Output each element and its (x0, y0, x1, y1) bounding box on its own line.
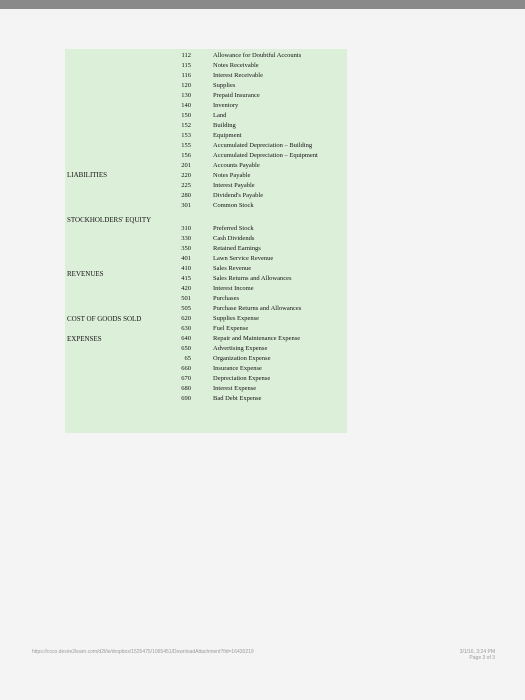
account-name: Organization Expense (213, 355, 271, 362)
account-name: Accumulated Depreciation – Building (213, 142, 313, 149)
account-number: 650 (181, 345, 191, 352)
account-row (65, 112, 347, 122)
account-name: Advertising Expense (213, 345, 268, 352)
account-number: 310 (181, 225, 191, 232)
account-row (65, 152, 347, 162)
category-revenues: REVENUES (67, 270, 104, 278)
account-name: Interest Expense (213, 385, 257, 392)
account-row (65, 275, 347, 285)
account-row (65, 202, 347, 212)
account-name: Cash Dividends (213, 235, 255, 242)
account-number: 330 (181, 235, 191, 242)
account-name: Supplies Expense (213, 315, 260, 322)
account-row (65, 225, 347, 235)
account-name: Equipment (213, 132, 242, 139)
account-name: Preferred Stock (213, 225, 254, 232)
account-number: 640 (181, 335, 191, 342)
account-name: Insurance Expense (213, 365, 262, 372)
account-number: 65 (184, 355, 191, 362)
account-name: Fuel Expense (213, 325, 249, 332)
category-cost-of-goods-sold: COST OF GOODS SOLD (67, 315, 142, 323)
account-number: 620 (181, 315, 191, 322)
account-row (65, 82, 347, 92)
account-name: Land (213, 112, 227, 119)
account-name: Accounts Payable (213, 162, 260, 169)
account-number: 350 (181, 245, 191, 252)
account-number: 225 (181, 182, 191, 189)
account-name: Interest Receivable (213, 72, 263, 79)
account-number: 155 (181, 142, 191, 149)
account-number: 156 (181, 152, 191, 159)
account-name: Retained Earnings (213, 245, 261, 252)
account-number: 153 (181, 132, 191, 139)
account-row (65, 122, 347, 132)
account-number: 420 (181, 285, 191, 292)
account-row (65, 142, 347, 152)
account-number: 680 (181, 385, 191, 392)
account-number: 505 (181, 305, 191, 312)
account-name: Sales Returns and Allowances (213, 275, 292, 282)
account-name: Lawn Service Revenue (213, 255, 274, 262)
account-name: Interest Payable (213, 182, 255, 189)
account-row (65, 365, 347, 375)
account-row (65, 385, 347, 395)
footer-page-number: Page 3 of 3 (469, 655, 495, 661)
account-number: 670 (181, 375, 191, 382)
category-expenses: EXPENSES (67, 335, 102, 343)
account-row (65, 92, 347, 102)
account-name: Notes Payable (213, 172, 251, 179)
account-row (65, 132, 347, 142)
account-number: 112 (181, 52, 191, 59)
account-number: 201 (181, 162, 191, 169)
account-row (65, 335, 347, 345)
account-name: Accumulated Depreciation – Equipment (213, 152, 318, 159)
document-page (0, 9, 525, 700)
account-row (65, 315, 347, 325)
account-name: Interest Income (213, 285, 254, 292)
account-row (65, 295, 347, 305)
account-number: 120 (181, 82, 191, 89)
account-number: 301 (181, 202, 191, 209)
account-name: Depreciation Expense (213, 375, 271, 382)
account-row (65, 285, 347, 295)
account-row (65, 305, 347, 315)
account-row (65, 102, 347, 112)
account-name: Allowance for Doubtful Accounts (213, 52, 302, 59)
account-row (65, 245, 347, 255)
account-name: Purchase Returns and Allowances (213, 305, 302, 312)
account-name: Purchases (213, 295, 239, 302)
account-number: 630 (181, 325, 191, 332)
account-row (65, 62, 347, 72)
account-name: Bad Debt Expense (213, 395, 262, 402)
account-row (65, 355, 347, 365)
account-number: 415 (181, 275, 191, 282)
account-row (65, 325, 347, 335)
account-row (65, 172, 347, 182)
account-row (65, 255, 347, 265)
footer-datetime (460, 649, 495, 661)
account-name: Notes Receivable (213, 62, 259, 69)
account-name: Inventory (213, 102, 239, 109)
account-number: 130 (181, 92, 191, 99)
browser-top-bar (0, 0, 525, 9)
account-number: 280 (181, 192, 191, 199)
account-row (65, 395, 347, 405)
account-name: Common Stock (213, 202, 254, 209)
account-row (65, 375, 347, 385)
account-number: 401 (181, 255, 191, 262)
account-row (65, 265, 347, 275)
account-number: 690 (181, 395, 191, 402)
account-row (65, 192, 347, 202)
category-liabilities: LIABILITIES (67, 171, 108, 179)
account-number: 220 (181, 172, 191, 179)
account-number: 152 (181, 122, 191, 129)
account-name: Repair and Maintenance Expense (213, 335, 301, 342)
account-name: Sales Revenue (213, 265, 252, 272)
account-name: Dividend's Payable (213, 192, 264, 199)
account-row (65, 182, 347, 192)
account-number: 660 (181, 365, 191, 372)
account-number: 410 (181, 265, 191, 272)
category-stockholders-equity: STOCKHOLDERS' EQUITY (67, 216, 152, 224)
account-number: 115 (181, 62, 191, 69)
account-number: 140 (181, 102, 191, 109)
account-name: Building (213, 122, 236, 129)
account-name: Supplies (213, 82, 236, 89)
account-number: 501 (181, 295, 191, 302)
account-row (65, 162, 347, 172)
account-number: 116 (181, 72, 191, 79)
footer-datetime-text: 3/1/16, 3:24 PM (459, 649, 495, 655)
footer-url: https://ccco.desire2learn.com/d2l/le/dropbox/1525475/1065451/DownloadAttachment?fid=16430219 (32, 649, 254, 655)
chart-of-accounts-table (65, 49, 347, 433)
account-row (65, 52, 347, 62)
account-number: 150 (181, 112, 191, 119)
account-name: Prepaid Insurance (213, 92, 260, 99)
account-row (65, 72, 347, 82)
account-row (65, 345, 347, 355)
account-row (65, 235, 347, 245)
